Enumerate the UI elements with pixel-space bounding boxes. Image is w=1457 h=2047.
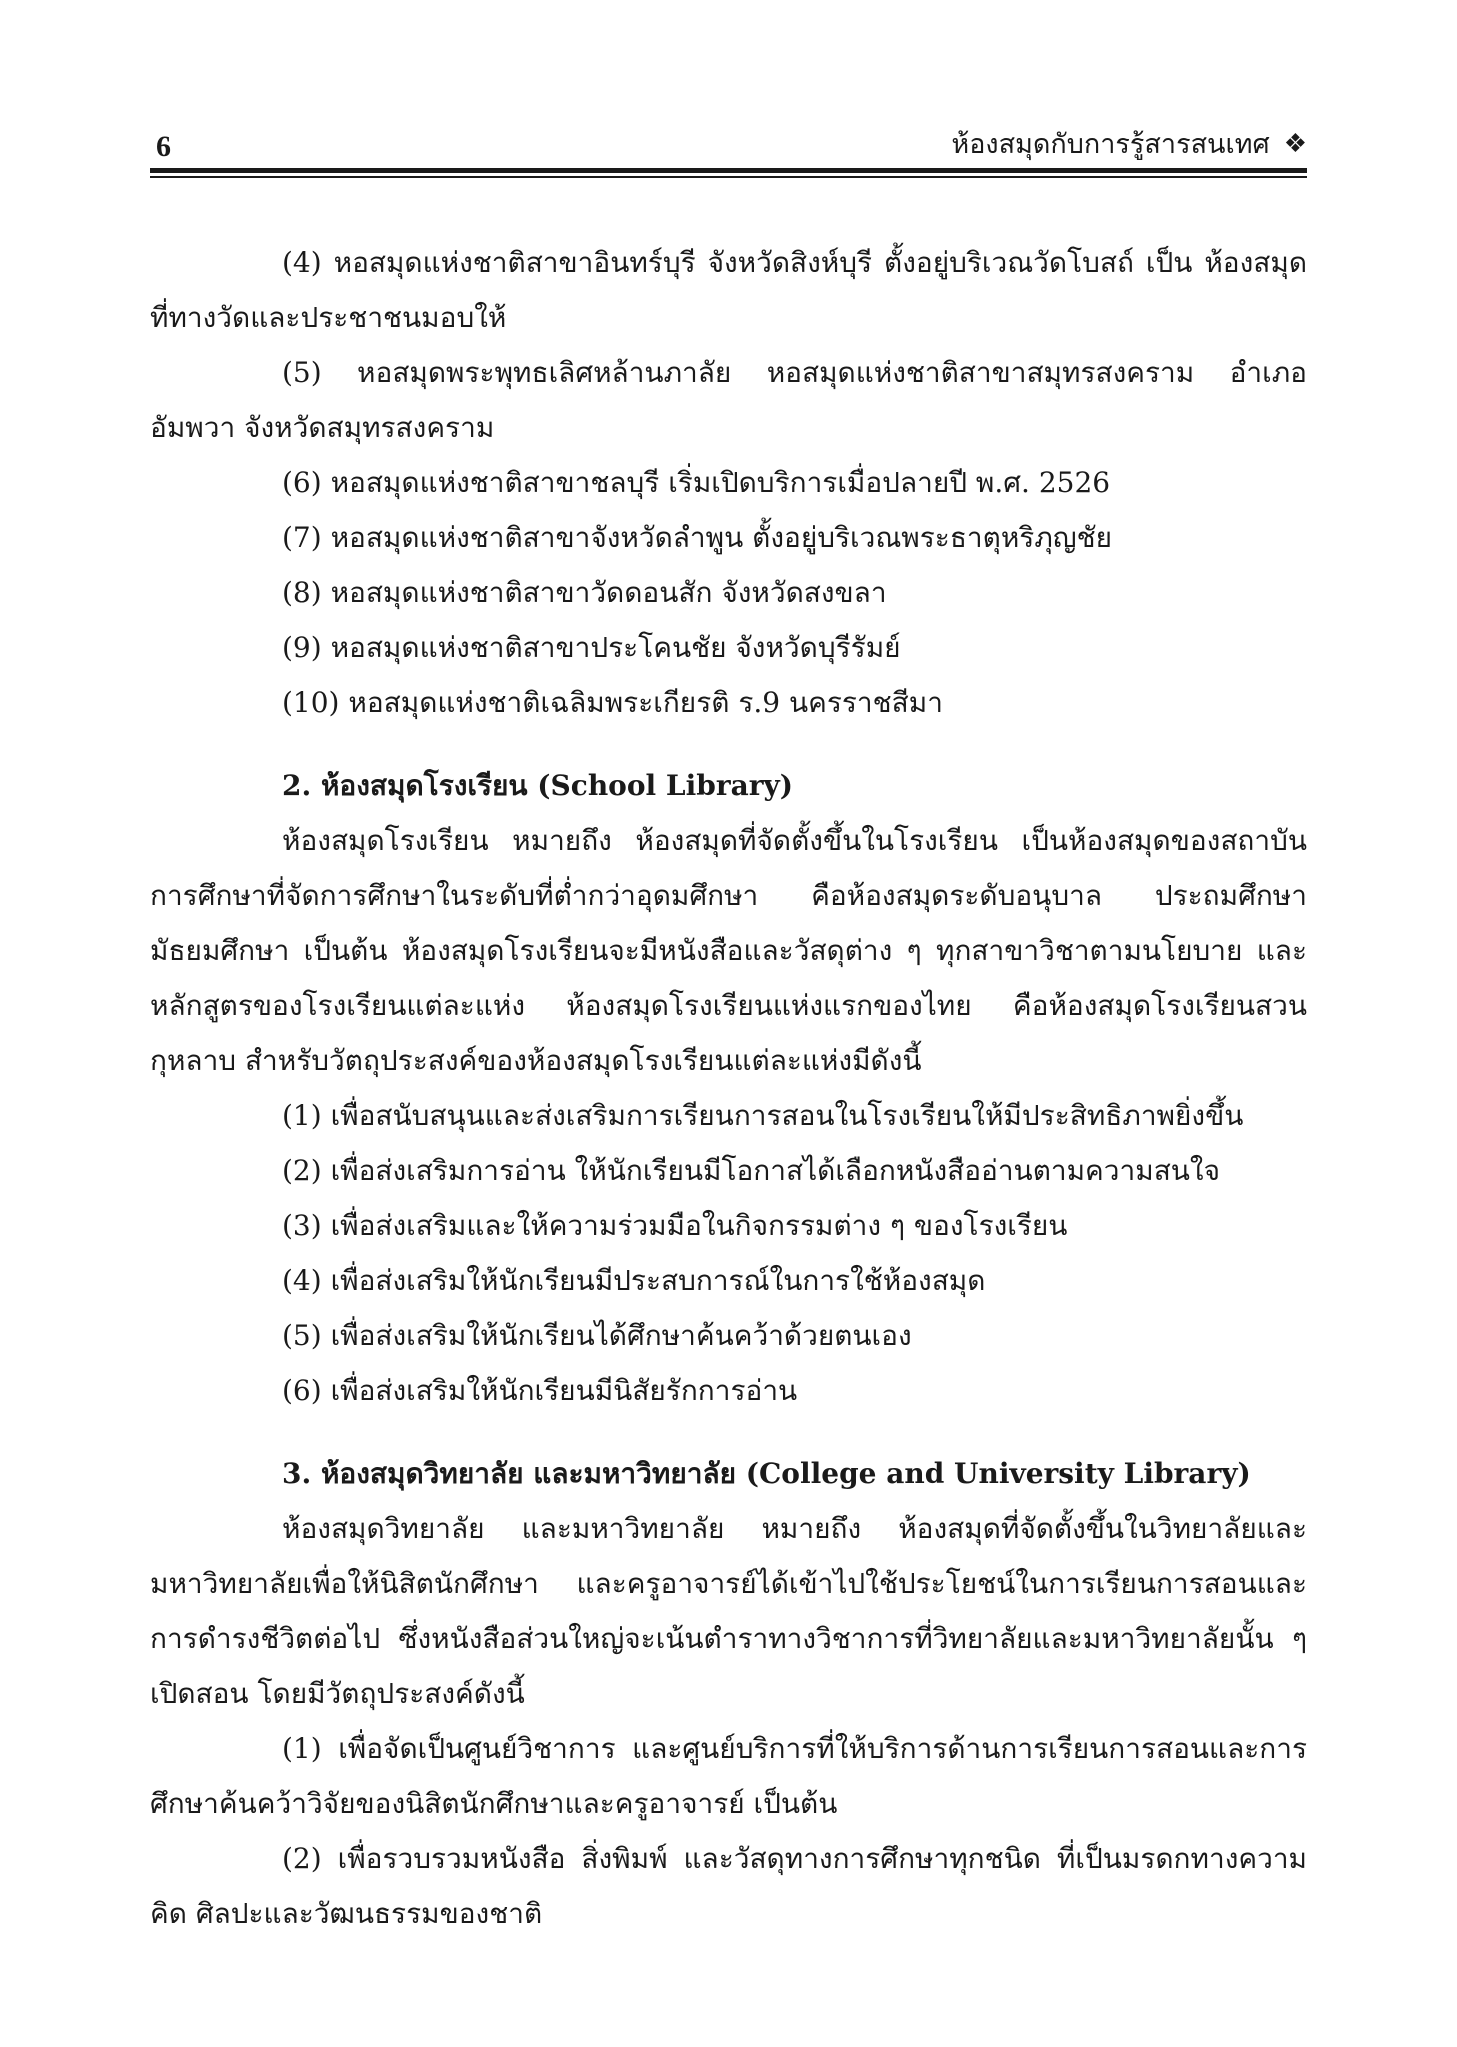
list-item-8: (8) หอสมุดแห่งชาติสาขาวัดดอนสัก จังหวัดสงขลา: [282, 576, 887, 609]
running-title: ห้องสมุดกับการรู้สารสนเทศ: [951, 129, 1270, 160]
objective-item-4: (4) เพื่อส่งเสริมให้นักเรียนมีประสบการณ์ในการใช้ห้องสมุด: [282, 1264, 986, 1297]
university-objective-item-1: (1) เพื่อจัดเป็นศูนย์วิชาการ และศูนย์บริการที่ให้บริการด้านการเรียนการสอนและการศึกษาค้นคว้าวิจัยของนิสิตนักศึกษาและครูอาจารย์ เป็นต้น: [150, 1732, 1307, 1820]
list-item-7: (7) หอสมุดแห่งชาติสาขาจังหวัดลำพูน ตั้งอยู่บริเวณพระธาตุหริภุญชัย: [282, 521, 1113, 554]
objective-item-1: (1) เพื่อสนับสนุนและส่งเสริมการเรียนการสอนในโรงเรียนให้มีประสิทธิภาพยิ่งขึ้น: [282, 1099, 1244, 1132]
university-objective-item-2: (2) เพื่อรวบรวมหนังสือ สิ่งพิมพ์ และวัสดุทางการศึกษาทุกชนิด ที่เป็นมรดกทางความคิด ศิลปะและวัฒนธรรมของชาติ: [150, 1842, 1307, 1930]
diamond-ornament-icon: ❖: [1283, 128, 1307, 159]
list-item-10: (10) หอสมุดแห่งชาติเฉลิมพระเกียรติ ร.9 นครราชสีมา: [282, 686, 943, 719]
paragraph-school-library: ห้องสมุดโรงเรียน หมายถึง ห้องสมุดที่จัดตั้งขึ้นในโรงเรียน เป็นห้องสมุดของสถาบันการศึกษาที่จัดการศึกษาในระดับที่ต่ำกว่าอุดมศึกษา คือห้องสมุดระดับอนุบาล ประถมศึกษา มัธยมศึกษา เป็นต้น ห้องสมุดโรงเรียนจะมีหนังสือและวัสดุต่าง ๆ ทุกสาขาวิชาตามนโยบาย และหลักสูตรของโรงเรียนแต่ละแห่ง ห้องสมุดโรงเรียนแห่งแรกของไทย คือห้องสมุดโรงเรียนสวนกุหลาบ สำหรับวัตถุประสงค์ของห้องสมุดโรงเรียนแต่ละแห่งมีดังนี้: [150, 824, 1307, 1077]
objective-item-3: (3) เพื่อส่งเสริมและให้ความร่วมมือในกิจกรรมต่าง ๆ ของโรงเรียน: [282, 1209, 1068, 1242]
list-item-6: (6) หอสมุดแห่งชาติสาขาชลบุรี เริ่มเปิดบริการเมื่อปลายปี พ.ศ. 2526: [282, 466, 1111, 499]
list-item-5: (5) หอสมุดพระพุทธเลิศหล้านภาลัย หอสมุดแห่งชาติสาขาสมุทรสงคราม อำเภออัมพวา จังหวัดสมุทรสงคราม: [150, 356, 1307, 444]
page-body: [150, 235, 1307, 1941]
page-number: 6: [156, 130, 171, 163]
list-item-9: (9) หอสมุดแห่งชาติสาขาประโคนชัย จังหวัดบุรีรัมย์: [282, 631, 901, 664]
section-heading-university-library: 3. ห้องสมุดวิทยาลัย และมหาวิทยาลัย (College and University Library): [282, 1457, 1251, 1490]
objective-item-5: (5) เพื่อส่งเสริมให้นักเรียนได้ศึกษาค้นคว้าด้วยตนเอง: [282, 1319, 912, 1352]
header-rule-thin: [150, 176, 1307, 178]
objective-item-6: (6) เพื่อส่งเสริมให้นักเรียนมีนิสัยรักการอ่าน: [282, 1374, 798, 1407]
section-heading-school-library: 2. ห้องสมุดโรงเรียน (School Library): [282, 769, 793, 802]
paragraph-university-library: ห้องสมุดวิทยาลัย และมหาวิทยาลัย หมายถึง ห้องสมุดที่จัดตั้งขึ้นในวิทยาลัยและมหาวิทยาลัยเพื่อให้นิสิตนักศึกษา และครูอาจารย์ได้เข้าไปใช้ประโยชน์ในการเรียนการสอนและการดำรงชีวิตต่อไป ซึ่งหนังสือส่วนใหญ่จะเน้นตำราทางวิชาการที่วิทยาลัยและมหาวิทยาลัยนั้น ๆ เปิดสอน โดยมีวัตถุประสงค์ดังนี้: [150, 1512, 1307, 1710]
running-header: [951, 122, 1307, 165]
header-rule-thick: [150, 168, 1307, 173]
list-item-4: (4) หอสมุดแห่งชาติสาขาอินทร์บุรี จังหวัดสิงห์บุรี ตั้งอยู่บริเวณวัดโบสถ์ เป็น ห้องสมุดที่ทางวัดและประชาชนมอบให้: [150, 246, 1307, 334]
objective-item-2: (2) เพื่อส่งเสริมการอ่าน ให้นักเรียนมีโอกาสได้เลือกหนังสืออ่านตามความสนใจ: [282, 1154, 1220, 1187]
